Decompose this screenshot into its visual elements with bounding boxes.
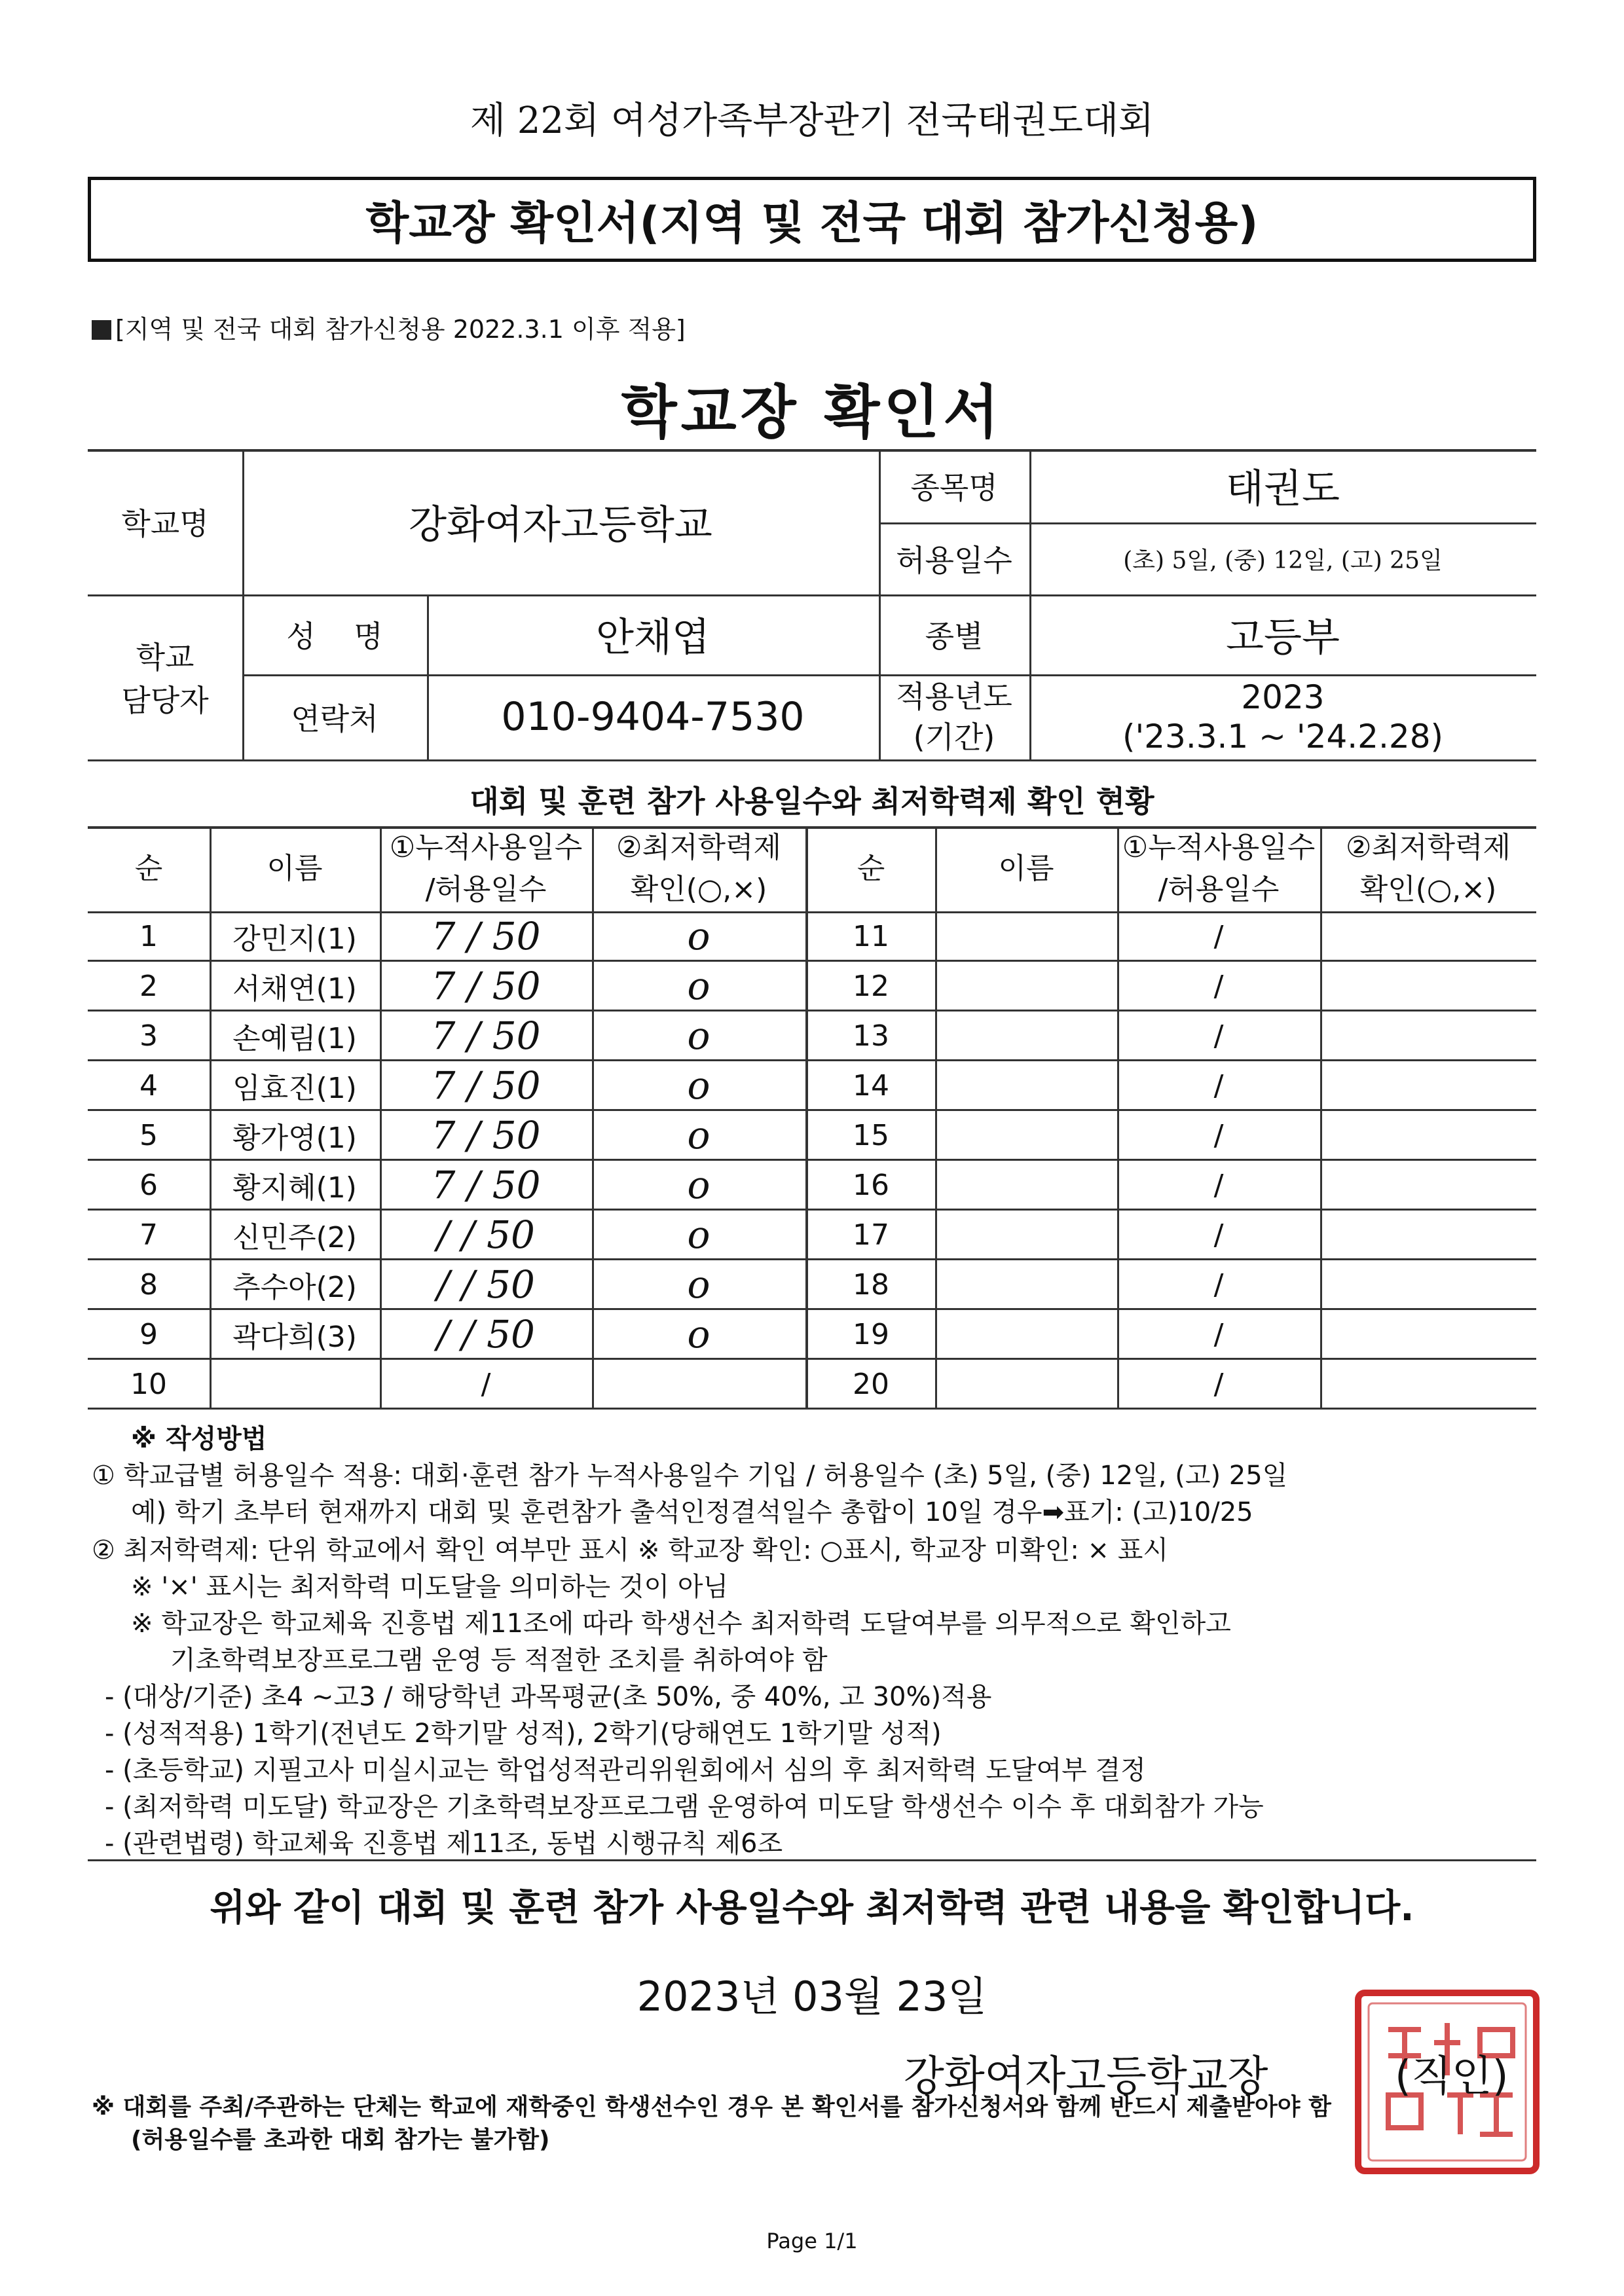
table-row-no: 3 bbox=[139, 1019, 158, 1053]
table-row-check: o bbox=[687, 1262, 710, 1307]
notes-line: ② 최저학력제: 단위 학교에서 확인 여부만 표시 ※ 학교장 확인: ○표시, 학교장 미확인: × 표시 bbox=[92, 1535, 1169, 1565]
table-row-check bbox=[1320, 1061, 1536, 1110]
principal-name: 강화여자고등학교장 bbox=[904, 2052, 1268, 2101]
table-row-days: 7 / 50 bbox=[431, 1113, 541, 1157]
table-row-name: 손예림(1) bbox=[232, 1022, 357, 1055]
header-days-left bbox=[380, 826, 592, 911]
header-min-line1: ②최저학력제 bbox=[1346, 831, 1511, 864]
table-row-days: / / 50 bbox=[437, 1312, 535, 1357]
table-row-check: o bbox=[687, 964, 710, 1008]
table-row-name bbox=[935, 1110, 1117, 1160]
table-row-no: 2 bbox=[139, 969, 158, 1003]
table-row-no: 5 bbox=[139, 1118, 158, 1152]
table-row-check: o bbox=[687, 1113, 710, 1157]
table-row-check: o bbox=[687, 1312, 710, 1357]
header-days-line2: /허용일수 bbox=[1158, 873, 1280, 906]
notes-line: ※ 학교장은 학교체육 진흥법 제11조에 따라 학생선수 최저학력 도달여부를 의무적으로 확인하고 bbox=[131, 1609, 1231, 1639]
table-row-days: 7 / 50 bbox=[431, 914, 541, 958]
manager-label-line1: 학교 bbox=[136, 640, 194, 675]
table-row-no: 17 bbox=[853, 1218, 889, 1252]
notes-line: ① 학교급별 허용일수 적용: 대회·훈련 참가 누적사용일수 기입 / 허용일수 (초) 5일, (중) 12일, (고) 25일 bbox=[92, 1461, 1288, 1491]
table-row-no: 12 bbox=[853, 969, 889, 1003]
year-label bbox=[879, 674, 1029, 759]
table-row-check bbox=[1320, 1260, 1536, 1309]
year-value-line2: ('23.3.1 ~ '24.2.28) bbox=[1122, 718, 1444, 756]
table-row-check: o bbox=[687, 1212, 710, 1257]
table-row-name bbox=[935, 961, 1117, 1011]
table-row-days: 7 / 50 bbox=[431, 964, 541, 1008]
year-label-line1: 적용년도 bbox=[896, 679, 1012, 714]
table-row-check: o bbox=[687, 1063, 710, 1108]
header-days-line1: ①누적사용일수 bbox=[389, 831, 583, 864]
year-value bbox=[1029, 674, 1536, 759]
table-row-no: 14 bbox=[853, 1068, 889, 1102]
table-row-name bbox=[935, 1359, 1117, 1409]
table-row-no: 19 bbox=[853, 1317, 889, 1351]
table-row-days: / bbox=[1213, 1367, 1224, 1401]
table-row-name: 강민지(1) bbox=[232, 922, 357, 956]
table-row-check bbox=[1320, 911, 1536, 961]
notes-line: 기초학력보장프로그램 운영 등 적절한 조치를 취하여야 함 bbox=[170, 1645, 828, 1675]
table-row-check bbox=[1320, 961, 1536, 1011]
table-row-check bbox=[592, 1359, 805, 1409]
table-row-no: 7 bbox=[139, 1218, 158, 1252]
header-min-line1: ②최저학력제 bbox=[616, 831, 781, 864]
days-value: (초) 5일, (중) 12일, (고) 25일 bbox=[1123, 547, 1443, 574]
confirmation-date: 2023년 03월 23일 bbox=[637, 1973, 987, 2020]
table-row-no: 20 bbox=[853, 1367, 889, 1401]
table-row-check bbox=[1320, 1160, 1536, 1210]
table-row-no: 1 bbox=[139, 919, 158, 953]
applies-note-text: [지역 및 전국 대회 참가신청용 2022.3.1 이후 적용] bbox=[115, 315, 686, 344]
header-days-line2: /허용일수 bbox=[425, 873, 547, 906]
table-row-name bbox=[935, 1309, 1117, 1359]
notes-line: - (대상/기준) 초4 ~고3 / 해당학년 과목평균(초 50%, 중 40%, 고 30%)적용 bbox=[105, 1682, 992, 1712]
page-number: Page 1/1 bbox=[766, 2229, 858, 2253]
seal-label: (직인) bbox=[1395, 2052, 1509, 2101]
square-bullet-icon bbox=[92, 320, 111, 340]
table-row-days: / bbox=[1213, 919, 1224, 953]
table-row-name bbox=[935, 1160, 1117, 1210]
notes-line: - (최저학력 미도달) 학교장은 기초학력보장프로그램 운영하여 미도달 학생선수 이수 후 대회참가 가능 bbox=[105, 1792, 1264, 1822]
sport-value: 태권도 bbox=[1226, 466, 1340, 512]
divider bbox=[88, 1859, 1536, 1861]
notes-line: - (초등학교) 지필고사 미실시교는 학업성적관리위원회에서 심의 후 최저학력 도달여부 결정 bbox=[105, 1755, 1146, 1785]
table-row-days: / bbox=[1213, 1068, 1224, 1102]
footnote-line: (허용일수를 초과한 대회 참가는 불가함) bbox=[131, 2126, 550, 2153]
notes-heading: ※ 작성방법 bbox=[131, 1424, 267, 1454]
table-row-name: 임효진(1) bbox=[232, 1072, 357, 1105]
year-value-line1: 2023 bbox=[1241, 678, 1325, 716]
table-row-days: 7 / 50 bbox=[431, 1063, 541, 1108]
table-row-days: / / 50 bbox=[437, 1262, 535, 1307]
table-row-no: 10 bbox=[130, 1367, 167, 1401]
table-row-name bbox=[935, 1260, 1117, 1309]
table-row-no: 6 bbox=[139, 1168, 158, 1202]
table-row-check: o bbox=[687, 1013, 710, 1058]
header-name-left: 이름 bbox=[267, 852, 323, 885]
document-title-box: 학교장 확인서(지역 및 전국 대회 참가신청용) bbox=[88, 177, 1536, 262]
school-label: 학교명 bbox=[121, 506, 209, 541]
manager-label bbox=[88, 594, 242, 759]
table-row-name bbox=[935, 1011, 1117, 1061]
table-row-check: o bbox=[687, 1163, 710, 1207]
table-row-no: 13 bbox=[853, 1019, 889, 1053]
header-no-right: 순 bbox=[857, 852, 885, 885]
sport-label: 종목명 bbox=[910, 470, 998, 505]
school-value: 강화여자고등학교 bbox=[409, 502, 712, 548]
table-row-no: 4 bbox=[139, 1068, 158, 1102]
table-row-days: 7 / 50 bbox=[431, 1013, 541, 1058]
table-row-check bbox=[1320, 1011, 1536, 1061]
contact-label: 연락처 bbox=[291, 701, 378, 737]
table-row-days: / bbox=[1213, 1317, 1224, 1351]
header-min-left bbox=[592, 826, 805, 911]
table-row-no: 16 bbox=[853, 1168, 889, 1202]
notes-line: - (성적적용) 1학기(전년도 2학기말 성적), 2학기(당해연도 1학기말 성적) bbox=[105, 1719, 942, 1749]
table-row-days: / bbox=[481, 1367, 491, 1401]
table-row-no: 11 bbox=[853, 919, 889, 953]
division-value: 고등부 bbox=[1226, 615, 1340, 661]
table-row-name: 서채연(1) bbox=[232, 972, 357, 1006]
table-row-days: / bbox=[1213, 1118, 1224, 1152]
table-row-no: 9 bbox=[139, 1317, 158, 1351]
table-row-days: / bbox=[1213, 1019, 1224, 1053]
table-row-check bbox=[1320, 1309, 1536, 1359]
table-row-days: / bbox=[1213, 1218, 1224, 1252]
table-row-name: 황가영(1) bbox=[232, 1121, 357, 1155]
table-row-name bbox=[935, 1210, 1117, 1260]
table-row-name: 신민주(2) bbox=[232, 1221, 357, 1254]
header-min-line2: 확인(○,×) bbox=[1359, 873, 1497, 906]
notes-line: - (관련법령) 학교체육 진흥법 제11조, 동법 시행규칙 제6조 bbox=[105, 1829, 783, 1859]
table-row-days: 7 / 50 bbox=[431, 1163, 541, 1207]
name-value: 안채엽 bbox=[596, 615, 710, 661]
table-row-no: 8 bbox=[139, 1267, 158, 1302]
applies-note bbox=[92, 309, 686, 345]
table-row-check bbox=[1320, 1359, 1536, 1409]
header-days-right bbox=[1117, 826, 1320, 911]
table-row-no: 15 bbox=[853, 1118, 889, 1152]
status-section-title: 대회 및 훈련 참가 사용일수와 최저학력제 확인 현황 bbox=[470, 784, 1154, 819]
name-label: 성 명 bbox=[286, 619, 383, 654]
header-days-line1: ①누적사용일수 bbox=[1122, 831, 1316, 864]
divider bbox=[88, 759, 1536, 761]
table-row-name bbox=[210, 1359, 380, 1409]
manager-label-line2: 담당자 bbox=[121, 683, 209, 718]
table-row-name: 추수아(2) bbox=[232, 1271, 357, 1304]
event-title: 제 22회 여성가족부장관기 전국태권도대회 bbox=[470, 100, 1154, 142]
contact-value: 010-9404-7530 bbox=[501, 694, 805, 740]
table-row-name: 황지혜(1) bbox=[232, 1171, 357, 1205]
footnote-line: ※ 대회를 주최/주관하는 단체는 학교에 재학중인 학생선수인 경우 본 확인서를 참가신청서와 함께 반드시 제출받아야 함 bbox=[92, 2094, 1331, 2121]
header-no-left: 순 bbox=[134, 852, 163, 885]
table-row-name bbox=[935, 1061, 1117, 1110]
table-row-check: o bbox=[687, 914, 710, 958]
table-row-name bbox=[935, 911, 1117, 961]
table-row-check bbox=[1320, 1210, 1536, 1260]
notes-line: 예) 학기 초부터 현재까지 대회 및 훈련참가 출석인정결석일수 총합이 10일 경우➡표기: (고)10/25 bbox=[131, 1497, 1253, 1527]
table-row-days: / bbox=[1213, 1267, 1224, 1302]
table-row-days: / bbox=[1213, 1168, 1224, 1202]
main-title: 학교장 확인서 bbox=[621, 378, 1003, 446]
table-row-no: 18 bbox=[853, 1267, 889, 1302]
table-row-check bbox=[1320, 1110, 1536, 1160]
confirmation-statement: 위와 같이 대회 및 훈련 참가 사용일수와 최저학력 관련 내용을 확인합니다. bbox=[210, 1887, 1414, 1929]
header-min-line2: 확인(○,×) bbox=[630, 873, 767, 906]
table-row-name: 곽다희(3) bbox=[232, 1321, 357, 1354]
year-label-line2: (기간) bbox=[913, 720, 995, 755]
division-label: 종별 bbox=[925, 619, 984, 654]
table-row-days: / / 50 bbox=[437, 1212, 535, 1257]
notes-line: ※ '×' 표시는 최저학력 미도달을 의미하는 것이 아님 bbox=[131, 1572, 729, 1602]
table-row-days: / bbox=[1213, 969, 1224, 1003]
days-label: 허용일수 bbox=[896, 543, 1012, 578]
header-min-right bbox=[1320, 826, 1536, 911]
header-name-right: 이름 bbox=[998, 852, 1054, 885]
